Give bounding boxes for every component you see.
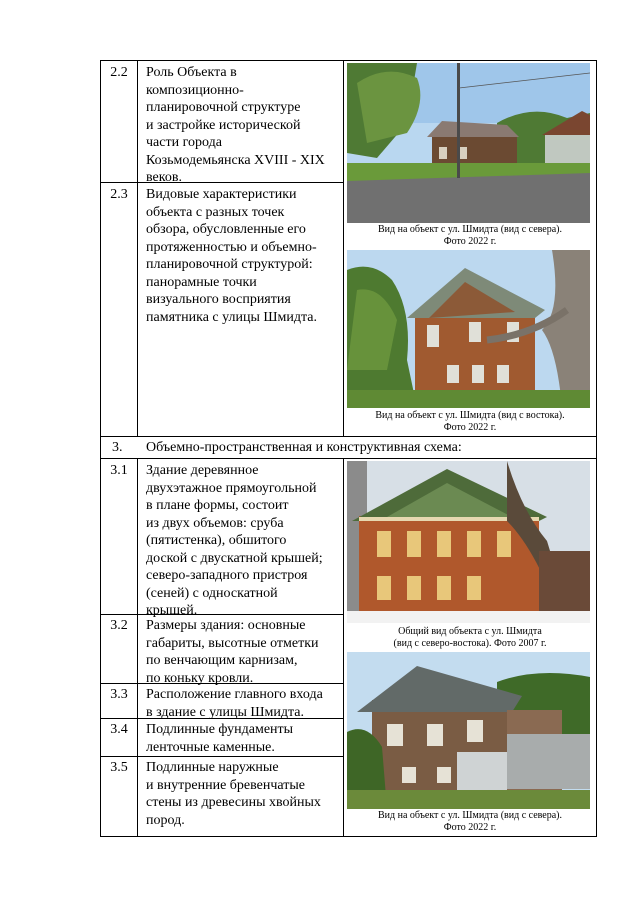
row-text: Роль Объекта в композиционно- планировочной структуре и застройке исторической части города Козьмодемьянска XVIII - XIX веков. [146,65,325,185]
row-text: Подлинные фундаменты ленточные каменные. [146,722,294,755]
table-divider-num [137,458,138,836]
row-text: Размеры здания: основные габариты, высотные отметки по венчающим карнизам, по коньку кровли. [146,618,319,686]
table-border-top [100,60,597,61]
row-number: 2.2 [110,65,128,80]
photo-house-east [347,250,590,408]
row-number: 3.5 [110,760,128,775]
table-border-bottom [100,836,597,837]
photo-caption: Общий вид объекта с ул. Шмидта (вид с северо-востока). Фото 2007 г. [393,626,547,649]
row-text: Подлинные наружные и внутренние бревенчатые стены из древесины хвойных пород. [146,760,321,828]
row-number: 2.3 [110,187,128,202]
table-divider-num [137,60,138,436]
table-border-left [100,60,101,836]
row-number: 3.2 [110,618,128,633]
photo-caption: Вид на объект с ул. Шмидта (вид с востока). Фото 2022 г. [375,410,565,433]
row-text: Здание деревянное двухэтажное прямоугольной в плане формы, состоит из двух объемов: сруба (пятистенка), обшитого доской с двускатной крышей; северо-западного пристроя (сеней) с односкатной крышей. [146,463,323,618]
section-number: 3. [112,440,123,455]
row-number: 3.3 [110,687,128,702]
table-divider-photo [343,60,344,436]
row-separator [100,458,597,459]
row-separator [100,756,344,757]
table-divider-photo [343,458,344,836]
photo-house-2007 [347,461,590,623]
row-text: Расположение главного входа в здание с улицы Шмидта. [146,687,323,720]
photo-caption: Вид на объект с ул. Шмидта (вид с севера). Фото 2022 г. [377,224,563,247]
photo-caption: Вид на объект с ул. Шмидта (вид с севера). Фото 2022 г. [377,810,563,833]
photo-house-north [347,652,590,809]
row-text: Видовые характеристики объекта с разных точек обзора, обусловленные его протяженностью и объемно- планировочной структурой: панорамные точки визуального восприятия памятника с улицы Шмидта. [146,187,317,325]
photo-house-north-street [347,63,590,223]
table-border-right [596,60,597,836]
row-number: 3.1 [110,463,128,478]
row-number: 3.4 [110,722,128,737]
section-title: Объемно-пространственная и конструктивная схема: [146,440,462,455]
row-separator [100,436,597,437]
